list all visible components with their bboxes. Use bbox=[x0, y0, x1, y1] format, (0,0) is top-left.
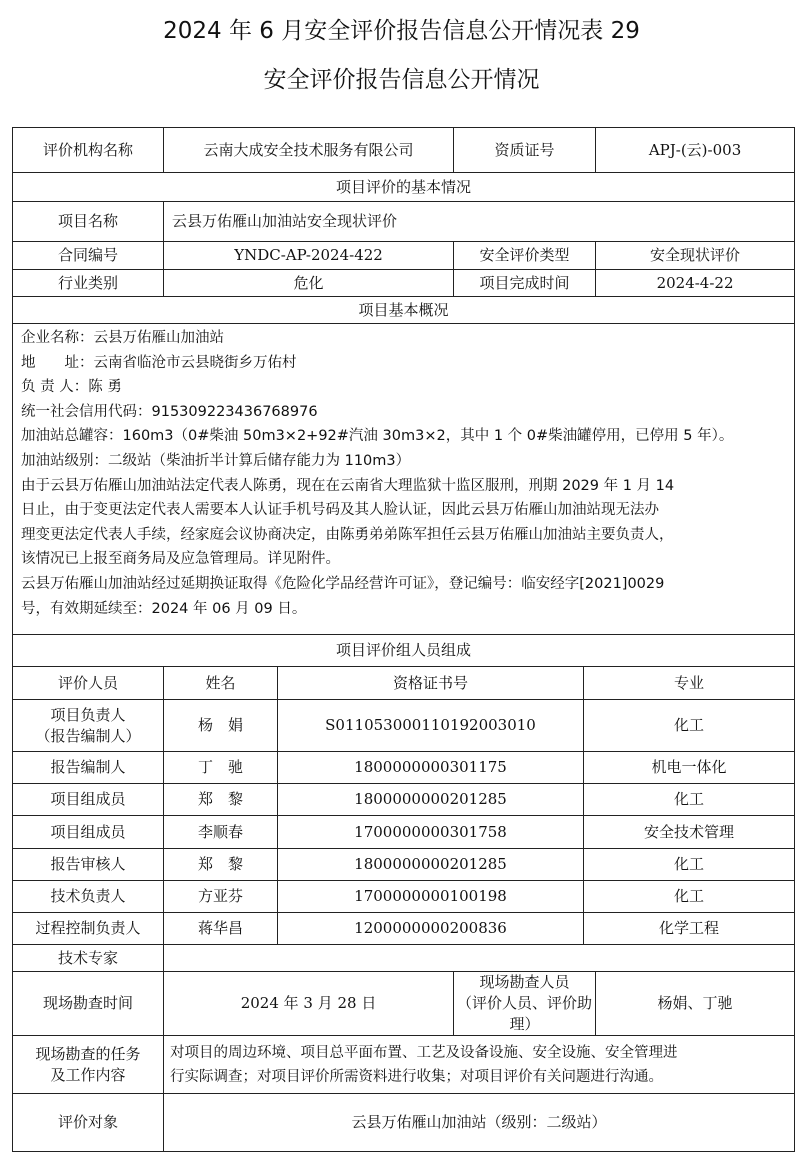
task-line2: 行实际调查；对项目评价所需资料进行收集；对项目评价有关问题进行沟通。 bbox=[170, 1068, 663, 1085]
contract-row bbox=[13, 242, 795, 270]
team-major: 机电一体化 bbox=[584, 752, 795, 784]
credit-key: 统一社会信用代码： bbox=[21, 403, 152, 420]
role-line2: （报告编制人） bbox=[35, 726, 141, 745]
para1-line3: 理变更法定代表人手续，经家庭会议协商决定，由陈勇弟弟陈军担任云县万佑雁山加油站主要负责人， bbox=[21, 526, 674, 543]
team-name: 方亚芬 bbox=[164, 881, 278, 913]
para1-line2: 日止，由于变更法定代表人需要本人认证手机号码及其人脸认证，因此云县万佑雁山加油站现无法办 bbox=[21, 502, 659, 519]
eval-type-value: 安全现状评价 bbox=[596, 242, 795, 270]
team-major: 化工 bbox=[584, 700, 795, 752]
team-role: 技术负责人 bbox=[13, 881, 164, 913]
survey-people-value: 杨娟、丁驰 bbox=[596, 972, 795, 1036]
credit-line bbox=[21, 400, 786, 425]
team-cert: S011053000110192003010 bbox=[278, 700, 584, 752]
team-header-row bbox=[13, 667, 795, 700]
survey-time-label: 现场勘查时间 bbox=[13, 972, 164, 1036]
team-col-major: 专业 bbox=[584, 667, 795, 700]
contract-value: YNDC-AP-2024-422 bbox=[164, 242, 454, 270]
address-line bbox=[21, 351, 786, 376]
team-cert: 1200000000200836 bbox=[278, 913, 584, 945]
team-role: 过程控制负责人 bbox=[13, 913, 164, 945]
document-title: 2024 年 6 月安全评价报告信息公开情况表 29 bbox=[163, 18, 640, 44]
task-value bbox=[164, 1036, 795, 1094]
team-col-cert: 资格证书号 bbox=[278, 667, 584, 700]
team-major: 化学工程 bbox=[584, 913, 795, 945]
tank-line: 加油站总罐容：160m3（0#柴油 50m3×2+92#汽油 30m3×2，其中 1 个 0#柴油罐停用，已停用 5 年）。 bbox=[21, 428, 734, 445]
owner-line bbox=[21, 375, 786, 400]
expert-label: 技术专家 bbox=[13, 945, 164, 972]
basic-section-header: 项目评价的基本情况 bbox=[13, 173, 795, 202]
finish-time-value: 2024-4-22 bbox=[596, 270, 795, 297]
team-role: 项目组成员 bbox=[13, 784, 164, 816]
role-line1: 项目负责人 bbox=[50, 705, 126, 724]
owner-value: 陈 勇 bbox=[88, 379, 122, 396]
finish-time-label: 项目完成时间 bbox=[454, 270, 596, 297]
org-value: 云南大成安全技术服务有限公司 bbox=[164, 128, 454, 173]
team-col-role: 评价人员 bbox=[13, 667, 164, 700]
table-row bbox=[13, 881, 795, 913]
table-row bbox=[13, 816, 795, 849]
team-name: 杨 娟 bbox=[164, 700, 278, 752]
company-value: 云县万佑雁山加油站 bbox=[93, 330, 224, 346]
project-name-row bbox=[13, 202, 795, 242]
project-name-label: 项目名称 bbox=[13, 202, 164, 242]
org-label: 评价机构名称 bbox=[13, 128, 164, 173]
task-label-line1: 现场勘查的任务 bbox=[35, 1044, 141, 1063]
survey-people-label bbox=[454, 972, 596, 1036]
para1-line1: 由于云县万佑雁山加油站法定代表人陈勇，现在在云南省大理监狱十监区服刑，刑期 2029 年 1 月 14 bbox=[21, 477, 675, 494]
table-row bbox=[13, 913, 795, 945]
company-line bbox=[21, 326, 786, 351]
team-role bbox=[13, 700, 164, 752]
table-row bbox=[13, 849, 795, 881]
cert-label: 资质证号 bbox=[454, 128, 596, 173]
table-row bbox=[13, 752, 795, 784]
project-name-value: 云县万佑雁山加油站安全现状评价 bbox=[164, 202, 795, 242]
team-major: 安全技术管理 bbox=[584, 816, 795, 849]
para2-line2: 号，有效期延续至：2024 年 06 月 09 日。 bbox=[21, 600, 307, 617]
team-major: 化工 bbox=[584, 784, 795, 816]
team-cert: 1700000000100198 bbox=[278, 881, 584, 913]
task-line1: 对项目的周边环境、项目总平面布置、工艺及设备设施、安全设施、安全管理进 bbox=[170, 1044, 678, 1061]
team-cert: 1800000000301175 bbox=[278, 752, 584, 784]
table-row bbox=[13, 784, 795, 816]
industry-label: 行业类别 bbox=[13, 270, 164, 297]
table-row bbox=[13, 700, 795, 752]
owner-key: 负 责 人： bbox=[21, 379, 89, 396]
info-table bbox=[12, 127, 795, 1152]
people-label-line1: 现场勘查人员 bbox=[479, 973, 570, 991]
task-label bbox=[13, 1036, 164, 1094]
contract-label: 合同编号 bbox=[13, 242, 164, 270]
credit-value: 915309223436768976 bbox=[151, 403, 318, 420]
overview-section-header: 项目基本概况 bbox=[13, 297, 795, 324]
cert-value: APJ-(云)-003 bbox=[596, 128, 795, 173]
team-col-name: 姓名 bbox=[164, 667, 278, 700]
document-subtitle: 安全评价报告信息公开情况 bbox=[263, 67, 540, 93]
team-major: 化工 bbox=[584, 881, 795, 913]
object-value: 云县万佑雁山加油站（级别：二级站） bbox=[164, 1094, 795, 1152]
level-line: 加油站级别：二级站（柴油折半计算后储存能力为 110m3） bbox=[21, 452, 411, 469]
object-label: 评价对象 bbox=[13, 1094, 164, 1152]
industry-value: 危化 bbox=[164, 270, 454, 297]
expert-row bbox=[13, 945, 795, 972]
team-name: 丁 驰 bbox=[164, 752, 278, 784]
team-cert: 1800000000201285 bbox=[278, 849, 584, 881]
team-role: 报告编制人 bbox=[13, 752, 164, 784]
team-name: 郑 黎 bbox=[164, 784, 278, 816]
team-role: 项目组成员 bbox=[13, 816, 164, 849]
people-label-line2: （评价人员、评价助理） bbox=[457, 994, 593, 1033]
address-value: 云南省临沧市云县晓街乡万佑村 bbox=[93, 354, 297, 371]
expert-value bbox=[164, 945, 795, 972]
task-row bbox=[13, 1036, 795, 1094]
task-label-line2: 及工作内容 bbox=[50, 1065, 126, 1084]
org-row bbox=[13, 128, 795, 173]
team-major: 化工 bbox=[584, 849, 795, 881]
team-name: 蒋华昌 bbox=[164, 913, 278, 945]
team-cert: 1700000000301758 bbox=[278, 816, 584, 849]
object-row bbox=[13, 1094, 795, 1152]
team-section-header: 项目评价组人员组成 bbox=[13, 635, 795, 667]
team-cert: 1800000000201285 bbox=[278, 784, 584, 816]
para1-line4: 该情况已上报至商务局及应急管理局。详见附件。 bbox=[21, 551, 340, 568]
eval-type-label: 安全评价类型 bbox=[454, 242, 596, 270]
address-key: 地 址： bbox=[21, 354, 94, 371]
team-name: 李顺春 bbox=[164, 816, 278, 849]
industry-row bbox=[13, 270, 795, 297]
company-key: 企业名称： bbox=[21, 330, 94, 346]
overview-content bbox=[13, 324, 795, 635]
survey-row bbox=[13, 972, 795, 1036]
team-name: 郑 黎 bbox=[164, 849, 278, 881]
para2-line1: 云县万佑雁山加油站经过延期换证取得《危险化学品经营许可证》，登记编号：临安经字[2021]0029 bbox=[21, 575, 665, 592]
survey-time-value: 2024 年 3 月 28 日 bbox=[164, 972, 454, 1036]
team-role: 报告审核人 bbox=[13, 849, 164, 881]
